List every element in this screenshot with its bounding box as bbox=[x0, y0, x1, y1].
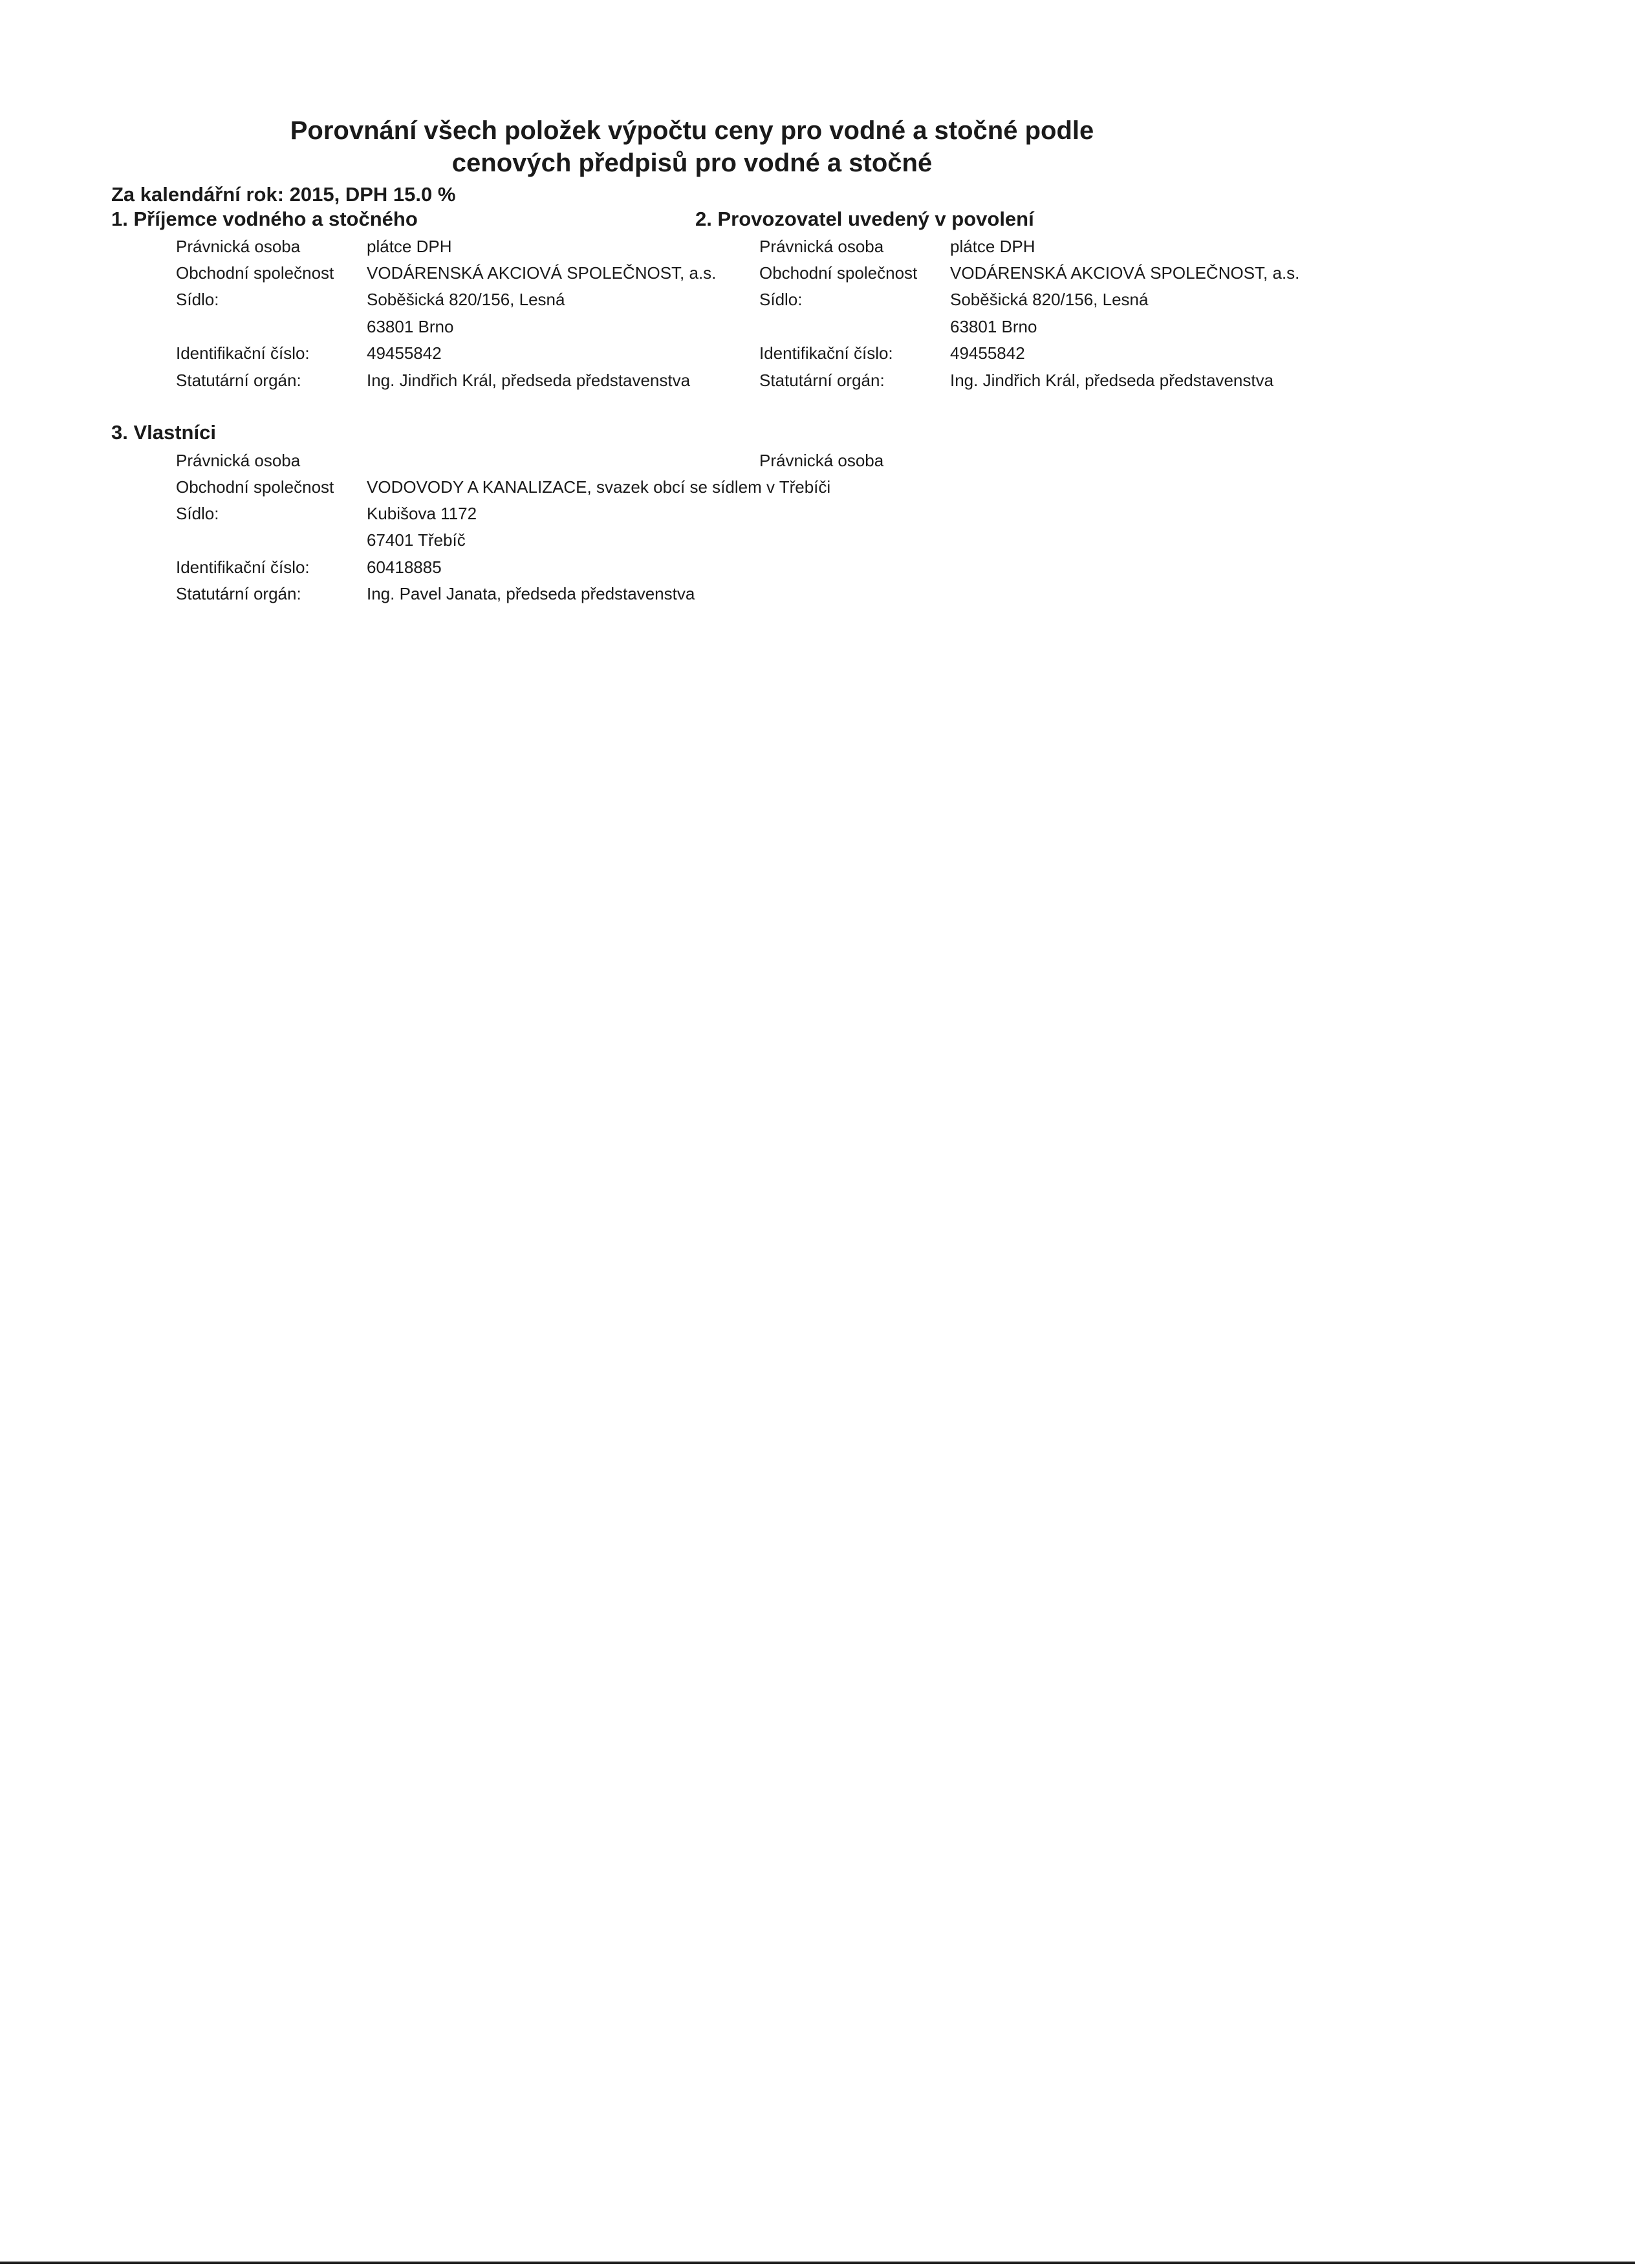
s1-label-2: Sídlo: bbox=[176, 290, 219, 309]
s3-label-2: Sídlo: bbox=[176, 504, 219, 523]
section-1-heading: 1. Příjemce vodného a stočného bbox=[111, 208, 418, 230]
s3-value-3: 67401 Třebíč bbox=[367, 530, 466, 550]
page-bottom-rule bbox=[0, 2262, 1635, 2264]
s1-label-0: Právnická osoba bbox=[176, 237, 301, 256]
s1-value-3: 63801 Brno bbox=[367, 317, 454, 336]
s2-value-3: 63801 Brno bbox=[950, 317, 1037, 336]
s2-label-5: Statutární orgán: bbox=[759, 371, 885, 390]
s3-value-2: Kubišova 1172 bbox=[367, 504, 477, 523]
year-line: Za kalendářní rok: 2015, DPH 15.0 % bbox=[111, 183, 456, 206]
s3-label-5: Statutární orgán: bbox=[176, 584, 301, 603]
s2-label-4: Identifikační číslo: bbox=[759, 343, 893, 363]
s2-value-1: VODÁRENSKÁ AKCIOVÁ SPOLEČNOST, a.s. bbox=[950, 263, 1300, 283]
s1-label-4: Identifikační číslo: bbox=[176, 343, 310, 363]
s2-value-0: plátce DPH bbox=[950, 237, 1035, 256]
s3-right-label-0: Právnická osoba bbox=[759, 451, 884, 470]
s2-value-4: 49455842 bbox=[950, 343, 1025, 363]
s3-label-4: Identifikační číslo: bbox=[176, 557, 310, 577]
s3-value-5: Ing. Pavel Janata, předseda představenstva bbox=[367, 584, 695, 603]
s2-label-0: Právnická osoba bbox=[759, 237, 884, 256]
s3-label-0: Právnická osoba bbox=[176, 451, 301, 470]
s2-label-1: Obchodní společnost bbox=[759, 263, 918, 283]
s1-label-5: Statutární orgán: bbox=[176, 371, 301, 390]
s3-value-1: VODOVODY A KANALIZACE, svazek obcí se sídlem v Třebíči bbox=[367, 477, 831, 497]
section-2-heading: 2. Provozovatel uvedený v povolení bbox=[695, 208, 1034, 230]
s2-value-5: Ing. Jindřich Král, předseda představenstva bbox=[950, 371, 1274, 390]
document-title-line-2: cenových předpisů pro vodné a stočné bbox=[451, 149, 933, 177]
s1-value-2: Soběšická 820/156, Lesná bbox=[367, 290, 565, 309]
s2-value-2: Soběšická 820/156, Lesná bbox=[950, 290, 1149, 309]
s2-label-2: Sídlo: bbox=[759, 290, 803, 309]
s1-value-1: VODÁRENSKÁ AKCIOVÁ SPOLEČNOST, a.s. bbox=[367, 263, 717, 283]
s3-label-1: Obchodní společnost bbox=[176, 477, 334, 497]
s3-value-4: 60418885 bbox=[367, 557, 442, 577]
document-title-line-1: Porovnání všech položek výpočtu ceny pro vodné a stočné podle bbox=[290, 116, 1094, 145]
s1-value-0: plátce DPH bbox=[367, 237, 452, 256]
s1-value-5: Ing. Jindřich Král, předseda představenstva bbox=[367, 371, 691, 390]
s1-label-1: Obchodní společnost bbox=[176, 263, 334, 283]
s1-value-4: 49455842 bbox=[367, 343, 442, 363]
section-3-heading: 3. Vlastníci bbox=[111, 421, 216, 444]
